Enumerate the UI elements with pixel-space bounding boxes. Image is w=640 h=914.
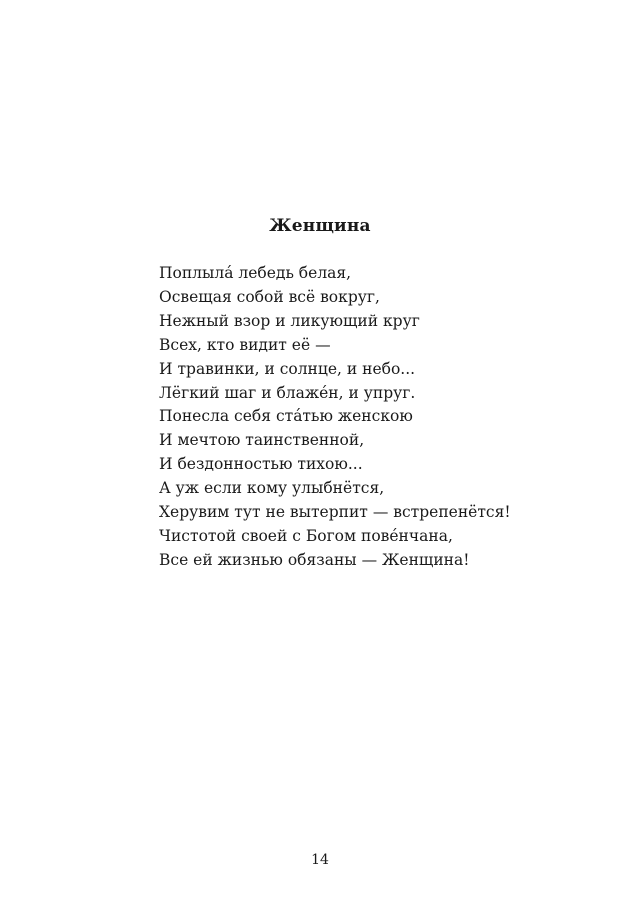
poem-line: Нежный взор и ликующий круг xyxy=(159,311,420,330)
poem-line: И бездонностью тихою... xyxy=(159,455,363,474)
poem-line: И травинки, и солнце, и небо... xyxy=(159,359,416,378)
page-number: 14 xyxy=(311,852,329,868)
poem-line: Лёгкий шаг и блаже́н, и упруг. xyxy=(159,383,416,402)
poem-line: А уж если кому улыбнётся, xyxy=(159,479,385,498)
poem-line: Всех, кто видит её — xyxy=(159,335,331,354)
poem-line: Чистотой своей с Богом пове́нчана, xyxy=(159,526,453,545)
poem-line: Понесла себя ста́тью женскою xyxy=(159,407,413,426)
poem-line: И мечтою таинственной, xyxy=(159,431,365,450)
poem-line: Херувим тут не вытерпит — встрепенётся! xyxy=(159,503,511,522)
poem-line: Все ей жизнью обязаны — Женщина! xyxy=(159,550,470,569)
poem-line: Поплыла́ лебедь белая, xyxy=(159,264,352,282)
poem-line: Освещая собой всё вокруг, xyxy=(159,287,380,306)
poem-body xyxy=(159,262,511,573)
poem-title: Женщина xyxy=(269,216,371,236)
